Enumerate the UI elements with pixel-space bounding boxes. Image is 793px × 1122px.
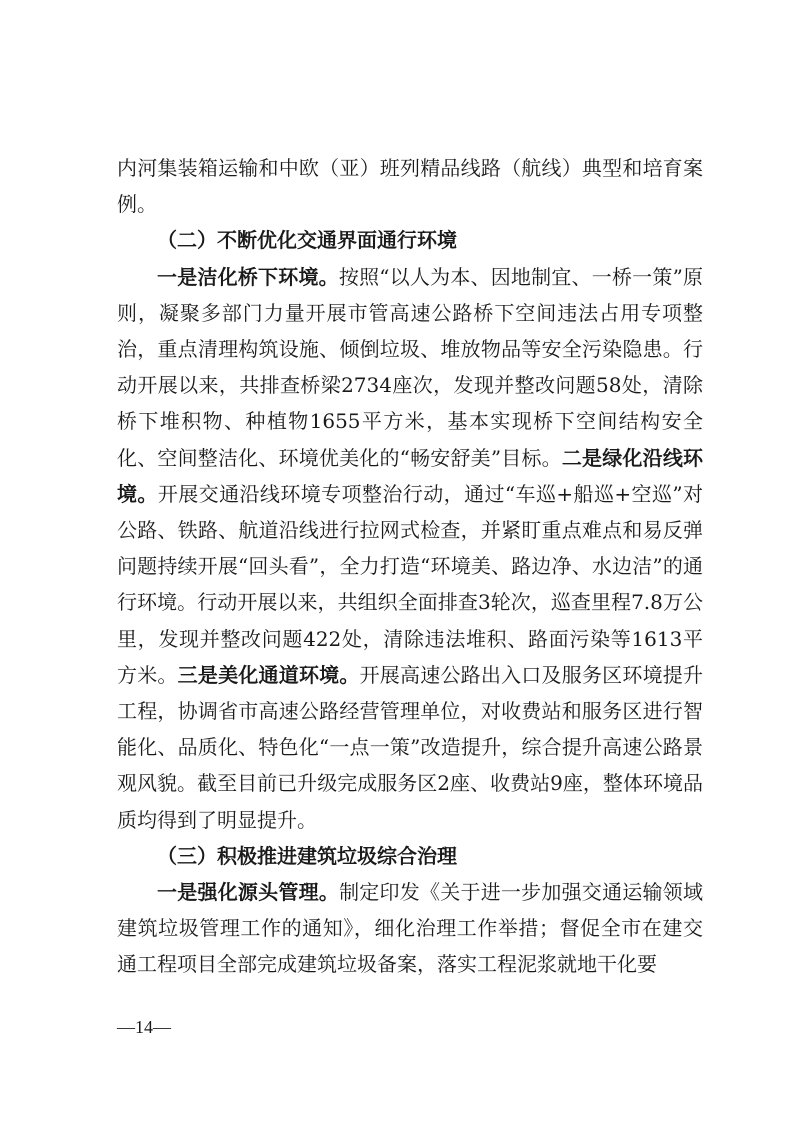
lead-phrase-4: 一是强化源头管理。 xyxy=(157,880,340,905)
section-heading-3: （三）积极推进建筑垃圾综合治理 xyxy=(157,843,457,868)
section-2-paragraph xyxy=(117,259,703,838)
section-heading-2: （二）不断优化交通界面通行环境 xyxy=(157,228,457,253)
section-3-paragraph xyxy=(117,874,703,983)
document-body xyxy=(117,150,703,983)
page-number: —14— xyxy=(117,1017,171,1037)
paragraph-text-4: 制定印发《关于进一步加强交通运输领域建筑垃圾管理工作的通知》，细化治理工作举措；督促全市在建交通工程项目全部完成建筑垃圾备案，落实工程泥浆就地干化要 xyxy=(117,880,704,977)
paragraph-text-3: 开展高速公路出入口及服务区环境提升工程，协调省市高速公路经营管理单位，对收费站和服务区进行智能化、品质化、特色化“一点一策”改造提升，综合提升高速公路景观风貌。截至目前已升级完成服务区2座、收费站9座，整体环境品质均得到了明显提升。 xyxy=(117,662,704,832)
continuation-paragraph: 内河集装箱运输和中欧（亚）班列精品线路（航线）典型和培育案例。 xyxy=(117,156,703,217)
lead-phrase-1: 一是洁化桥下环境。 xyxy=(157,264,339,289)
paragraph-text-1: 按照“以人为本、因地制宜、一桥一策”原则，凝聚多部门力量开展市管高速公路桥下空间违法占用专项整治，重点清理构筑设施、倾倒垃圾、堆放物品等安全污染隐患。行动开展以来，共排查桥梁2734座次，发现并整改问题58处，清除桥下堆积物、种植物1655平方米，基本实现桥下空间结构安全化、空间整洁化、环境优美化的“畅安舒美”目标。 xyxy=(117,264,704,470)
lead-phrase-3: 三是美化通道环境。 xyxy=(177,662,360,687)
paragraph-text-2: 开展交通沿线环境专项整治行动，通过“车巡+船巡+空巡”对公路、铁路、航道沿线进行拉网式检查，并紧盯重点难点和易反弹问题持续开展“回头看”，全力打造“环境美、路边净、水边洁”的通行环境。行动开展以来，共组织全面排查3轮次，巡查里程7.8万公里，发现并整改问题422处，清除违法堆积、路面污染等1613平方米。 xyxy=(117,481,704,687)
lead-phrase-2: 二是绿化沿线环境。 xyxy=(117,445,704,506)
